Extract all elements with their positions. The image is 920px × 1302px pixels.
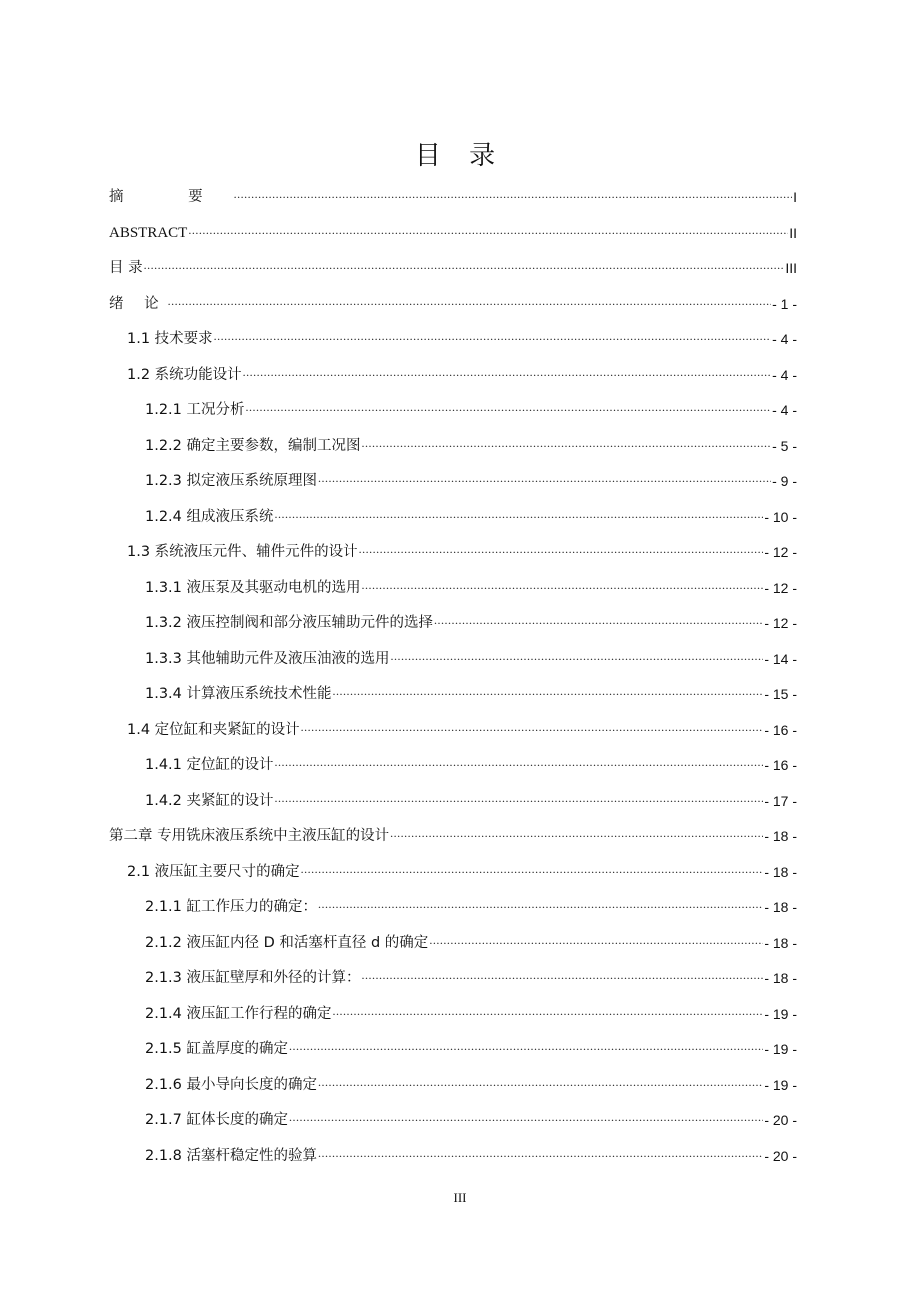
toc-entry-page: - 19 - — [764, 1041, 797, 1057]
toc-leader-dots — [429, 931, 763, 949]
toc-leader-dots — [275, 753, 764, 771]
toc-entry-label: 2.1.4 液压缸工作行程的确定 — [145, 1005, 332, 1022]
toc-entry[interactable] — [109, 533, 797, 569]
toc-entry[interactable] — [109, 178, 797, 214]
toc-entry[interactable] — [109, 959, 797, 995]
toc-entry[interactable] — [109, 498, 797, 534]
toc-leader-dots — [234, 185, 793, 203]
toc-entry[interactable] — [109, 853, 797, 889]
toc-entry[interactable] — [109, 746, 797, 782]
toc-entry[interactable] — [109, 675, 797, 711]
toc-entry-page: - 5 - — [772, 437, 797, 454]
toc-leader-dots — [318, 1144, 763, 1162]
toc-leader-dots — [333, 682, 764, 700]
toc-entry[interactable] — [109, 569, 797, 605]
toc-entry-page: - 17 - — [764, 792, 797, 809]
toc-entry[interactable] — [109, 995, 797, 1031]
toc-leader-dots — [289, 1037, 763, 1055]
toc-entry[interactable] — [109, 320, 797, 356]
toc-entry-label: 1.4 定位缸和夹紧缸的设计 — [127, 721, 300, 738]
toc-entry-label: 1.2.2 确定主要参数，编制工况图 — [145, 437, 361, 454]
toc-entry-page: - 12 - — [764, 579, 797, 596]
toc-entry-label: 1.3.1 液压泵及其驱动电机的选用 — [145, 579, 361, 596]
toc-entry-label: 2.1.7 缸体长度的确定 — [145, 1112, 289, 1128]
toc-entry-label: 2.1.2 液压缸内径 D 和活塞杆直径 d 的确定 — [145, 934, 429, 951]
toc-leader-dots — [144, 256, 785, 274]
toc-entry[interactable] — [109, 782, 797, 818]
page-title: 目 录 — [414, 141, 506, 171]
toc-entry[interactable] — [109, 1137, 797, 1173]
toc-leader-dots — [318, 469, 771, 487]
toc-leader-dots — [243, 363, 771, 381]
toc-entry-label: 2.1.3 液压缸壁厚和外径的计算： — [145, 970, 361, 986]
toc-leader-dots — [333, 1002, 764, 1020]
toc-entry-label: 1.2.4 组成液压系统 — [145, 508, 274, 525]
toc-entry[interactable] — [109, 427, 797, 463]
toc-entry-page: - 18 - — [764, 828, 797, 844]
toc-leader-dots — [289, 1108, 763, 1126]
toc-entry-page: - 4 - — [772, 402, 797, 418]
toc-leader-dots — [390, 824, 763, 842]
toc-entry[interactable] — [109, 462, 797, 498]
table-of-contents — [109, 178, 797, 1172]
toc-entry[interactable] — [109, 604, 797, 640]
toc-entry-page: - 19 - — [764, 1005, 797, 1022]
toc-entry-label: 1.2.3 拟定液压系统原理图 — [145, 473, 318, 489]
toc-entry-label: 2.1 液压缸主要尺寸的确定 — [127, 863, 300, 880]
toc-entry-page: - 9 - — [772, 473, 797, 489]
toc-entry-label: 第二章 专用铣床液压系统中主液压缸的设计 — [109, 828, 390, 844]
toc-entry-label: 1.4.1 定位缸的设计 — [145, 757, 274, 773]
toc-entry[interactable] — [109, 711, 797, 747]
toc-entry-page: I — [793, 189, 797, 205]
toc-entry-label: 目 录 — [109, 260, 143, 276]
toc-entry-label: 1.3.4 计算液压系统技术性能 — [145, 686, 332, 702]
toc-leader-dots — [301, 718, 764, 736]
toc-entry-label: 1.1 技术要求 — [127, 331, 213, 347]
toc-entry-page: - 10 - — [764, 508, 797, 525]
toc-entry-page: - 14 - — [764, 650, 797, 667]
toc-leader-dots — [434, 611, 763, 629]
toc-leader-dots — [301, 860, 764, 878]
toc-entry-page: - 18 - — [764, 934, 797, 951]
toc-entry-label: ABSTRACT — [109, 224, 188, 241]
toc-entry[interactable] — [109, 817, 797, 853]
toc-entry-page: - 20 - — [764, 1112, 797, 1128]
toc-entry-page: - 15 - — [764, 686, 797, 702]
page-number-footer: III — [453, 1190, 467, 1205]
toc-entry-page: - 18 - — [764, 863, 797, 880]
toc-entry-label: 摘 要 — [109, 189, 233, 205]
toc-entry[interactable] — [109, 214, 797, 250]
toc-entry-page: - 1 - — [772, 295, 797, 312]
toc-entry[interactable] — [109, 391, 797, 427]
toc-entry-page: - 12 - — [764, 544, 797, 560]
toc-entry-page: - 18 - — [764, 970, 797, 986]
toc-entry-label: 1.3 系统液压元件、辅件元件的设计 — [127, 544, 358, 560]
toc-entry-label: 1.2 系统功能设计 — [127, 366, 242, 383]
toc-entry-page: - 12 - — [764, 615, 797, 631]
toc-entry[interactable] — [109, 924, 797, 960]
toc-leader-dots — [318, 895, 763, 913]
toc-entry-page: - 4 - — [772, 366, 797, 383]
toc-entry-page: - 4 - — [772, 331, 797, 347]
toc-entry-label: 2.1.6 最小导向长度的确定 — [145, 1076, 318, 1093]
toc-entry[interactable] — [109, 285, 797, 321]
toc-leader-dots — [214, 327, 771, 345]
toc-entry-label: 1.4.2 夹紧缸的设计 — [145, 792, 274, 809]
toc-entry[interactable] — [109, 1066, 797, 1102]
toc-leader-dots — [359, 540, 764, 558]
toc-entry-page: - 20 - — [764, 1147, 797, 1164]
toc-entry-label: 2.1.5 缸盖厚度的确定 — [145, 1041, 289, 1057]
toc-leader-dots — [188, 221, 788, 239]
toc-entry-label: 1.3.2 液压控制阀和部分液压辅助元件的选择 — [145, 615, 434, 631]
toc-entry-page: - 18 - — [764, 899, 797, 915]
toc-entry[interactable] — [109, 249, 797, 285]
toc-leader-dots — [168, 292, 772, 310]
toc-leader-dots — [246, 398, 772, 416]
toc-entry[interactable] — [109, 1030, 797, 1066]
toc-leader-dots — [362, 576, 764, 594]
toc-entry[interactable] — [109, 888, 797, 924]
toc-entry-page: II — [789, 224, 797, 241]
toc-leader-dots — [362, 434, 772, 452]
toc-entry-label: 1.3.3 其他辅助元件及液压油液的选用 — [145, 650, 390, 667]
toc-entry-page: - 16 - — [764, 757, 797, 773]
toc-entry-label: 绪 论 — [109, 295, 167, 312]
toc-leader-dots — [275, 505, 764, 523]
toc-entry-label: 2.1.1 缸工作压力的确定： — [145, 899, 318, 915]
toc-leader-dots — [275, 789, 764, 807]
toc-entry-page: - 19 - — [764, 1076, 797, 1093]
toc-leader-dots — [362, 966, 764, 984]
toc-leader-dots — [318, 1073, 763, 1091]
toc-entry-label: 2.1.8 活塞杆稳定性的验算 — [145, 1147, 318, 1164]
toc-entry-page: III — [785, 260, 797, 276]
toc-entry[interactable] — [109, 1101, 797, 1137]
toc-entry[interactable] — [109, 640, 797, 676]
toc-entry[interactable] — [109, 356, 797, 392]
toc-leader-dots — [391, 647, 764, 665]
toc-entry-label: 1.2.1 工况分析 — [145, 402, 245, 418]
toc-entry-page: - 16 - — [764, 721, 797, 738]
